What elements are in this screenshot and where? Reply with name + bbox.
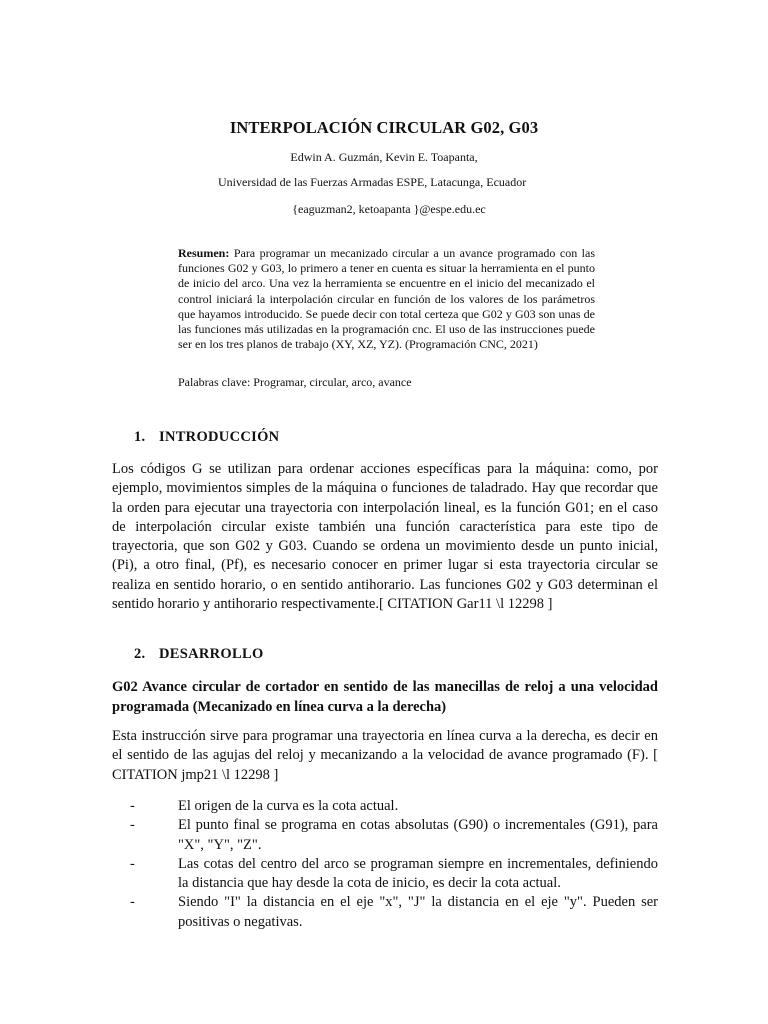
g02-paragraph: Esta instrucción sirve para programar una trayectoria en línea curva a la derecha, es decir en el sentido de las agujas del reloj y mecanizando a la velocidad de avance programado (F). [ CITATION jmp21 \l 12298 ]: [112, 728, 658, 783]
list-item: [112, 797, 658, 816]
email-line: {eaguzman2, ketoapanta }@espe.edu.ec: [292, 202, 486, 216]
section-heading-desarrollo: [134, 646, 264, 663]
section-number: 1.: [134, 429, 146, 445]
list-item-text: El punto final se programa en cotas absolutas (G90) o incrementales (G91), para "X", "Y", "Z".: [178, 817, 658, 853]
section-heading-introduccion: [134, 429, 279, 446]
section-title: DESARROLLO: [159, 646, 264, 662]
affiliation-line: Universidad de las Fuerzas Armadas ESPE, Latacunga, Ecuador: [218, 175, 527, 189]
section-title: INTRODUCCIÓN: [159, 429, 280, 445]
list-item-text: El origen de la curva es la cota actual.: [178, 798, 399, 814]
list-item-text: Las cotas del centro del arco se programan siempre en incrementales, definiendo la distancia que hay desde la cota de inicio, es decir la cota actual.: [178, 855, 658, 892]
section-number: 2.: [134, 646, 146, 662]
keywords-line: Palabras clave: Programar, circular, arco, avance: [178, 375, 412, 389]
list-item: [112, 893, 658, 932]
list-item: [112, 816, 658, 855]
list-item: [112, 855, 658, 894]
abstract-text: Para programar un mecanizado circular a un avance programado con las funciones G02 y G03, lo primero a tener en cuenta es situar la herramienta en el punto de inicio del arco. Una vez la herramienta se encuentre en el inicio del mecanizado el control iniciará la interpolación circular en función de los valores de los parámetros que hayamos introducido. Se puede decir con total certeza que G02 y G03 son unas de las funciones más utilizadas en la programación cnc. El uso de las instrucciones puede ser en los tres planos de trabajo (XY, XZ, YZ). (Programación CNC, 2021): [178, 246, 596, 352]
bullet-dash: -: [130, 817, 135, 834]
bullet-dash: -: [130, 798, 135, 814]
g02-subheading: G02 Avance circular de cortador en sentido de las manecillas de reloj a una velocidad programada (Mecanizado en línea curva a la derecha): [112, 679, 658, 715]
intro-paragraph: Los códigos G se utilizan para ordenar acciones específicas para la máquina: como, por ejemplo, movimientos simples de la máquina o funciones de taladrado. Hay que recordar que la orden para ejecutar una trayectoria con interpolación lineal, es la función G01; en el caso de interpolación circular existe también una función característica para este tipo de trayectoria, que son G02 y G03. Cuando se ordena un movimiento desde un punto inicial, (Pi), a otro final, (Pf), es necesario conocer en primer lugar si esta trayectoria circular se realiza en sentido horario, o en sentido antihorario. Las funciones G02 y G03 determinan el sentido horario y antihorario respectivamente.[ CITATION Gar11 \l 12298 ]: [112, 461, 658, 613]
authors-line: Edwin A. Guzmán, Kevin E. Toapanta,: [290, 150, 478, 164]
bullet-dash: -: [130, 894, 135, 911]
document-title: INTERPOLACIÓN CIRCULAR G02, G03: [229, 118, 539, 137]
abstract-label: Resumen:: [178, 246, 230, 260]
abstract-paragraph: [178, 246, 595, 352]
bullet-dash: -: [130, 855, 135, 872]
list-item-text: Siendo "I" la distancia en el eje "x", "J" la distancia en el eje "y". Pueden ser positivas o negativas.: [178, 894, 658, 930]
g02-bullet-list: [112, 797, 658, 932]
